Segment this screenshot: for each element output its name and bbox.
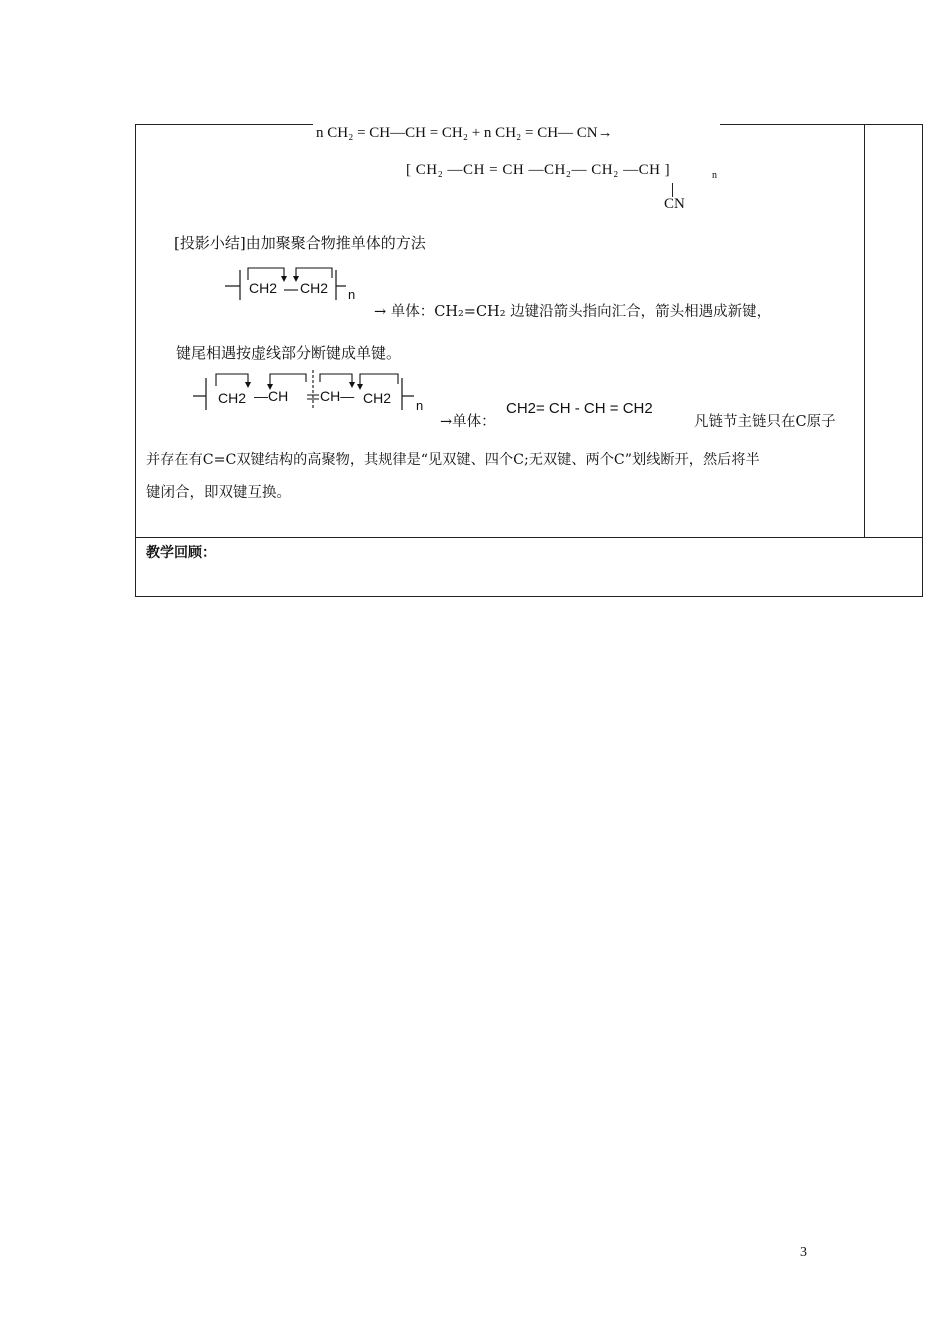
example2-rule-line2: 并存在有C=C双键结构的高聚物，其规律是“见双键、四个C;无双键、两个C”划线断开，然后将半 <box>146 452 760 468</box>
polymer-structure-1 <box>222 262 362 304</box>
table-left-border <box>135 124 136 597</box>
equation-product: [ CH₂ —CH = CH —CH₂— CH₂ —CH ] <box>406 162 671 178</box>
structure2-part-1: CH2 <box>218 390 247 406</box>
review-label: 教学回顾： <box>146 545 216 561</box>
structure1-left: CH2 <box>249 280 278 296</box>
example1-description: → 单体：CH₂=CH₂ 边键沿箭头指向汇合，箭头相遇成新键， <box>374 304 772 320</box>
example2-rule-line3: 键闭合，即双键互换。 <box>146 485 291 501</box>
structure2-part-4: CH2 <box>363 390 392 406</box>
equation-branch-cn: CN <box>664 196 685 212</box>
table-top-border-right <box>720 124 923 125</box>
structure2-subscript: n <box>416 398 424 413</box>
page-number: 3 <box>800 1245 807 1260</box>
structure1-subscript: n <box>348 287 356 302</box>
structure2-part-3: CH— <box>320 388 355 404</box>
structure2-part-2: —CH <box>254 388 289 404</box>
example2-arrow-text: →单体： <box>440 414 496 430</box>
equation-branch-bond <box>672 183 673 197</box>
table-divider-right <box>864 124 865 537</box>
equation-reactants: n CH₂ = CH—CH = CH₂ + n CH₂ = CH— CN→ <box>316 125 613 141</box>
structure1-right: CH2 <box>300 280 329 296</box>
example2-rule-start: 凡链节主链只在C原子 <box>694 414 836 430</box>
example1-continuation: 键尾相遇按虚线部分断键成单键。 <box>176 344 402 362</box>
table-row-divider <box>135 537 923 538</box>
summary-heading: [投影小结]由加聚聚合物推单体的方法 <box>174 234 426 252</box>
table-bottom-border <box>135 596 923 597</box>
equation-product-subscript: n <box>712 170 717 181</box>
table-top-border-left <box>135 124 313 125</box>
example2-monomer: CH2= CH - CH = CH2 <box>506 400 653 417</box>
table-right-border <box>922 124 923 597</box>
